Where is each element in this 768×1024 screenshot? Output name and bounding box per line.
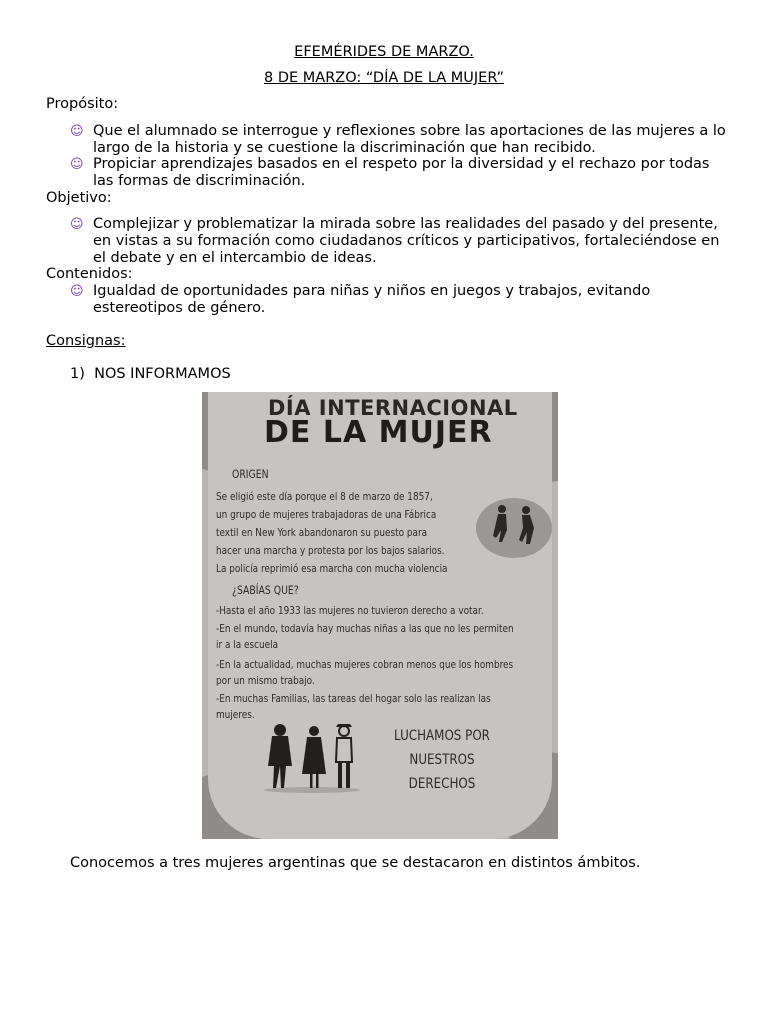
- poster-line: un grupo de mujeres trabajadoras de una Fábrica: [216, 508, 437, 521]
- list-item-line: el debate y en el intercambio de ideas.: [93, 250, 377, 266]
- poster-line: ir a la escuela: [216, 638, 279, 651]
- step-nos-informamos: 1) NOS INFORMAMOS: [70, 366, 231, 382]
- document-subtitle: 8 DE MARZO: “DÍA DE LA MUJER”: [264, 70, 504, 86]
- poster-line: -En el mundo, todavía hay muchas niñas a las que no les permiten: [216, 622, 514, 635]
- poster-line: Se eligió este día porque el 8 de marzo de 1857,: [216, 490, 433, 503]
- proposito-label: Propósito:: [46, 96, 119, 112]
- list-item-line: las formas de discriminación.: [93, 173, 306, 189]
- poster-line: La policía reprimió esa marcha con mucha violencia: [216, 562, 448, 575]
- poster-line: -En la actualidad, muchas mujeres cobran menos que los hombres: [216, 658, 514, 671]
- poster-line: textil en New York abandonaron su puesto para: [216, 526, 428, 539]
- poster-origen-label: ORIGEN: [232, 467, 269, 481]
- poster-line: hacer una marcha y protesta por los bajos salarios.: [216, 544, 445, 557]
- poster-slogan-line: NUESTROS: [409, 752, 475, 768]
- poster-title-line2: DE LA MUJER: [264, 415, 493, 450]
- objetivo-label: Objetivo:: [46, 190, 112, 206]
- list-item-line: Igualdad de oportunidades para niñas y niños en juegos y trabajos, evitando: [93, 283, 651, 299]
- poster-slogan-line: LUCHAMOS POR: [394, 728, 490, 744]
- smiley-bullet-icon: ☺: [70, 157, 84, 172]
- contenidos-label: Contenidos:: [46, 266, 133, 282]
- poster-line: mujeres.: [216, 708, 255, 721]
- smiley-bullet-icon: ☺: [70, 217, 84, 232]
- consignas-heading: Consignas:: [46, 333, 126, 349]
- poster-slogan-line: DERECHOS: [408, 776, 476, 792]
- poster-image: [202, 392, 558, 839]
- closing-paragraph: Conocemos a tres mujeres argentinas que se destacaron en distintos ámbitos.: [70, 855, 641, 871]
- list-item-line: en vistas a su formación como ciudadanos críticos y participativos, fortaleciéndose en: [93, 233, 720, 249]
- list-item-line: Que el alumnado se interrogue y reflexiones sobre las aportaciones de las mujeres a lo: [93, 123, 726, 139]
- poster-line: por un mismo trabajo.: [216, 674, 315, 687]
- list-item-line: estereotipos de género.: [93, 300, 266, 316]
- smiley-bullet-icon: ☺: [70, 124, 84, 139]
- protest-figures-illustration: [476, 496, 552, 560]
- poster-line: -En muchas Familias, las tareas del hogar solo las realizan las: [216, 692, 491, 705]
- list-item-line: Complejizar y problematizar la mirada sobre las realidades del pasado y del presente,: [93, 216, 718, 232]
- list-item-line: largo de la historia y se cuestione la discriminación que han recibido.: [93, 140, 596, 156]
- three-women-illustration: [262, 722, 362, 794]
- poster-title-line1: DÍA INTERNACIONAL: [268, 396, 518, 420]
- document-title: EFEMÉRIDES DE MARZO.: [294, 44, 474, 60]
- poster-line: -Hasta el año 1933 las mujeres no tuvieron derecho a votar.: [216, 604, 484, 617]
- list-item-line: Propiciar aprendizajes basados en el respeto por la diversidad y el rechazo por todas: [93, 156, 710, 172]
- smiley-bullet-icon: ☺: [70, 284, 84, 299]
- poster-sabias-label: ¿SABÍAS QUE?: [232, 583, 299, 597]
